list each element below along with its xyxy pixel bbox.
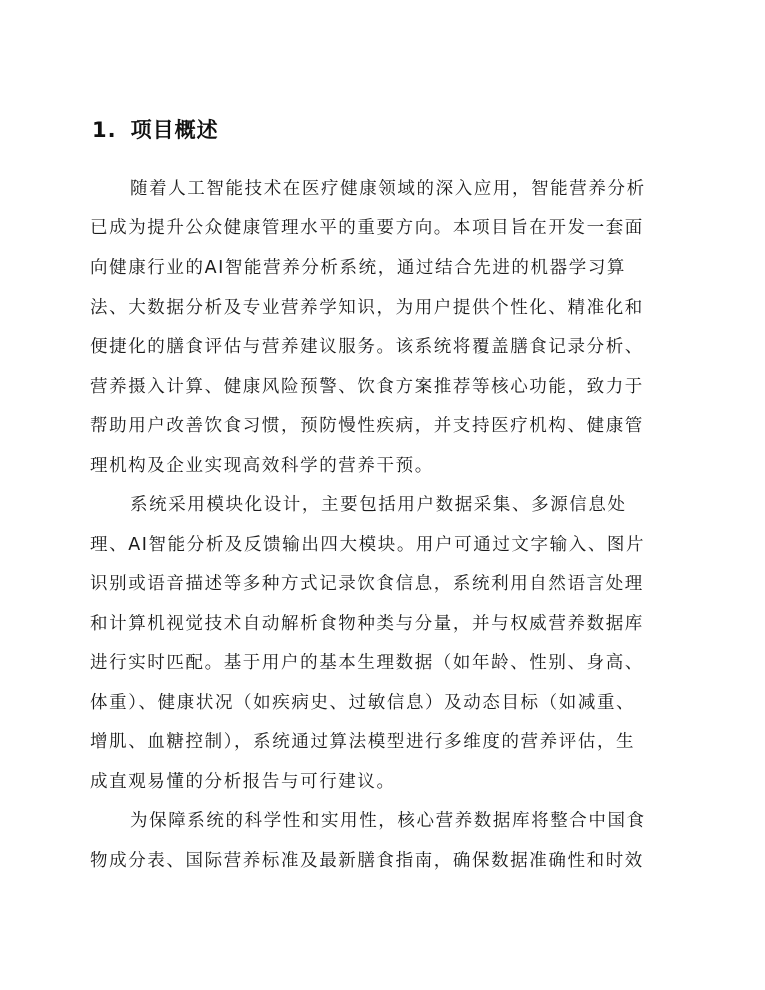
- paragraph-line: 系统采用模块化设计，主要包括用户数据采集、多源信息处: [130, 495, 627, 515]
- section-heading: [92, 112, 219, 148]
- paragraph-line: 向健康行业的AI智能营养分析系统，通过结合先进的机器学习算: [90, 258, 627, 278]
- paragraph-line: 进行实时匹配。基于用户的基本生理数据（如年龄、性别、身高、: [90, 653, 644, 673]
- paragraph-line: 增肌、血糖控制），系统通过算法模型进行多维度的营养评估，生: [90, 732, 636, 752]
- paragraph-line: 已成为提升公众健康管理水平的重要方向。本项目旨在开发一套面: [90, 218, 644, 238]
- paragraph-line: 识别或语音描述等多种方式记录饮食信息，系统利用自然语言处理: [90, 574, 644, 594]
- paragraph-line: 和计算机视觉技术自动解析食物种类与分量，并与权威营养数据库: [90, 614, 644, 634]
- paragraph-line: 理机构及企业实现高效科学的营养干预。: [90, 456, 434, 476]
- paragraph-line: 帮助用户改善饮食习惯，预防慢性疾病，并支持医疗机构、健康管: [90, 416, 644, 436]
- paragraph-line: 为保障系统的科学性和实用性，核心营养数据库将整合中国食: [130, 811, 646, 831]
- paragraph-line: 体重）、健康状况（如疾病史、过敏信息）及动态目标（如减重、: [90, 693, 636, 713]
- paragraph-line: 随着人工智能技术在医疗健康领域的深入应用，智能营养分析: [130, 179, 646, 199]
- section-title: 项目概述: [130, 118, 219, 142]
- paragraph-line: 营养摄入计算、健康风险预警、饮食方案推荐等核心功能，致力于: [90, 377, 644, 397]
- section-number: 1.: [92, 118, 117, 142]
- paragraph-line: 成直观易懂的分析报告与可行建议。: [90, 772, 396, 792]
- paragraph-line: 理、AI智能分析及反馈输出四大模块。用户可通过文字输入、图片: [90, 535, 646, 555]
- paragraph-line: 便捷化的膳食评估与营养建议服务。该系统将覆盖膳食记录分析、: [90, 337, 644, 357]
- paragraph-line: 法、大数据分析及专业营养学知识，为用户提供个性化、精准化和: [90, 298, 644, 318]
- paragraph-line: 物成分表、国际营养标准及最新膳食指南，确保数据准确性和时效: [90, 851, 644, 871]
